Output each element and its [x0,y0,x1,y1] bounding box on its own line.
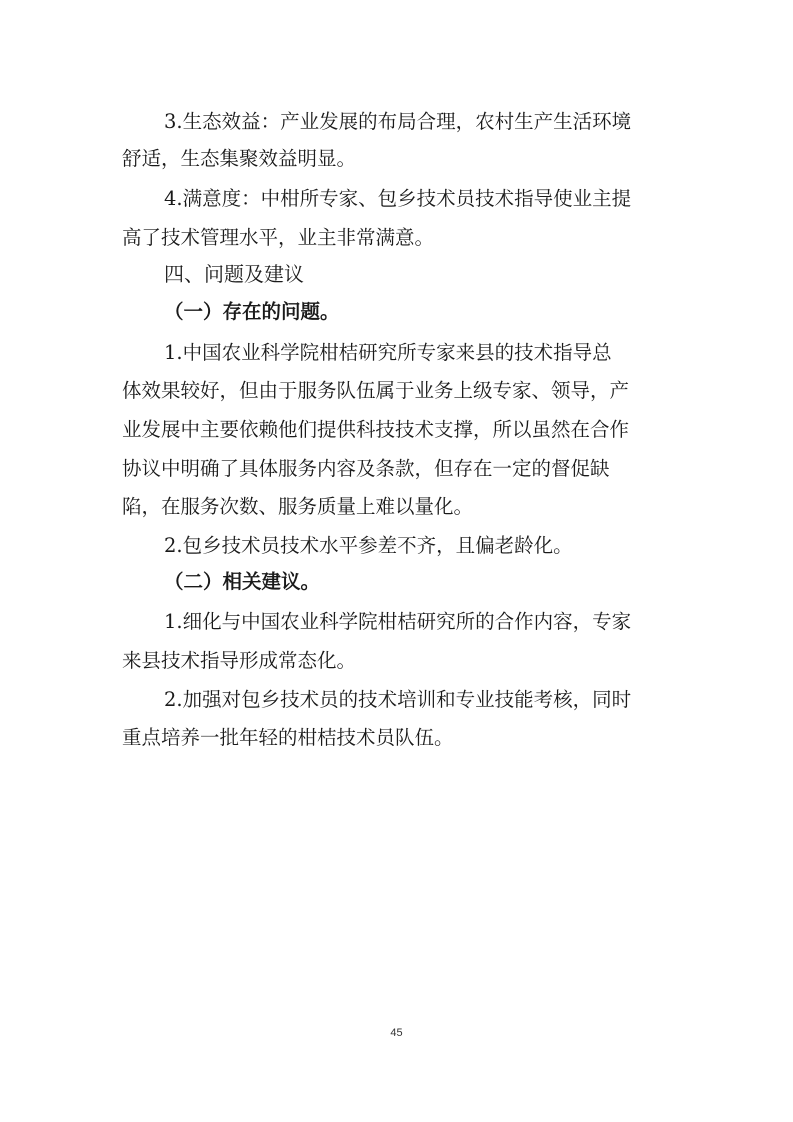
paragraph-line: 协议中明确了具体服务内容及条款，但存在一定的督促缺 [122,457,610,480]
paragraph-line: 业发展中主要依赖他们提供科技技术支撑，所以虽然在合作 [122,418,630,441]
paragraph-line: 舒适，生态集聚效益明显。 [122,147,357,170]
page-number: 45 [390,1027,403,1039]
paragraph-line: 1.细化与中国农业科学院柑桔研究所的合作内容，专家 [164,610,632,633]
paragraph-line: 1.中国农业科学院柑桔研究所专家来县的技术指导总 [164,341,612,364]
paragraph-line: 体效果较好，但由于服务队伍属于业务上级专家、领导，产 [122,379,630,402]
subsection-heading: （一）存在的问题。 [164,300,340,323]
paragraph-line: 陷，在服务次数、服务质量上难以量化。 [122,495,474,518]
section-heading: 四、问题及建议 [164,262,304,286]
paragraph-line: 2.包乡技术员技术水平参差不齐，且偏老龄化。 [164,534,573,557]
paragraph-line: 高了技术管理水平，业主非常满意。 [122,226,435,249]
paragraph-line: 2.加强对包乡技术员的技术培训和专业技能考核，同时 [164,688,632,711]
paragraph-line: 重点培养一批年轻的柑桔技术员队伍。 [122,726,454,749]
subsection-heading: （二）相关建议。 [164,570,321,593]
paragraph-line: 来县技术指导形成常态化。 [122,649,357,672]
paragraph-line: 4.满意度：中柑所专家、包乡技术员技术指导使业主提 [164,187,632,210]
paragraph-line: 3.生态效益：产业发展的布局合理，农村生产生活环境 [164,110,632,133]
